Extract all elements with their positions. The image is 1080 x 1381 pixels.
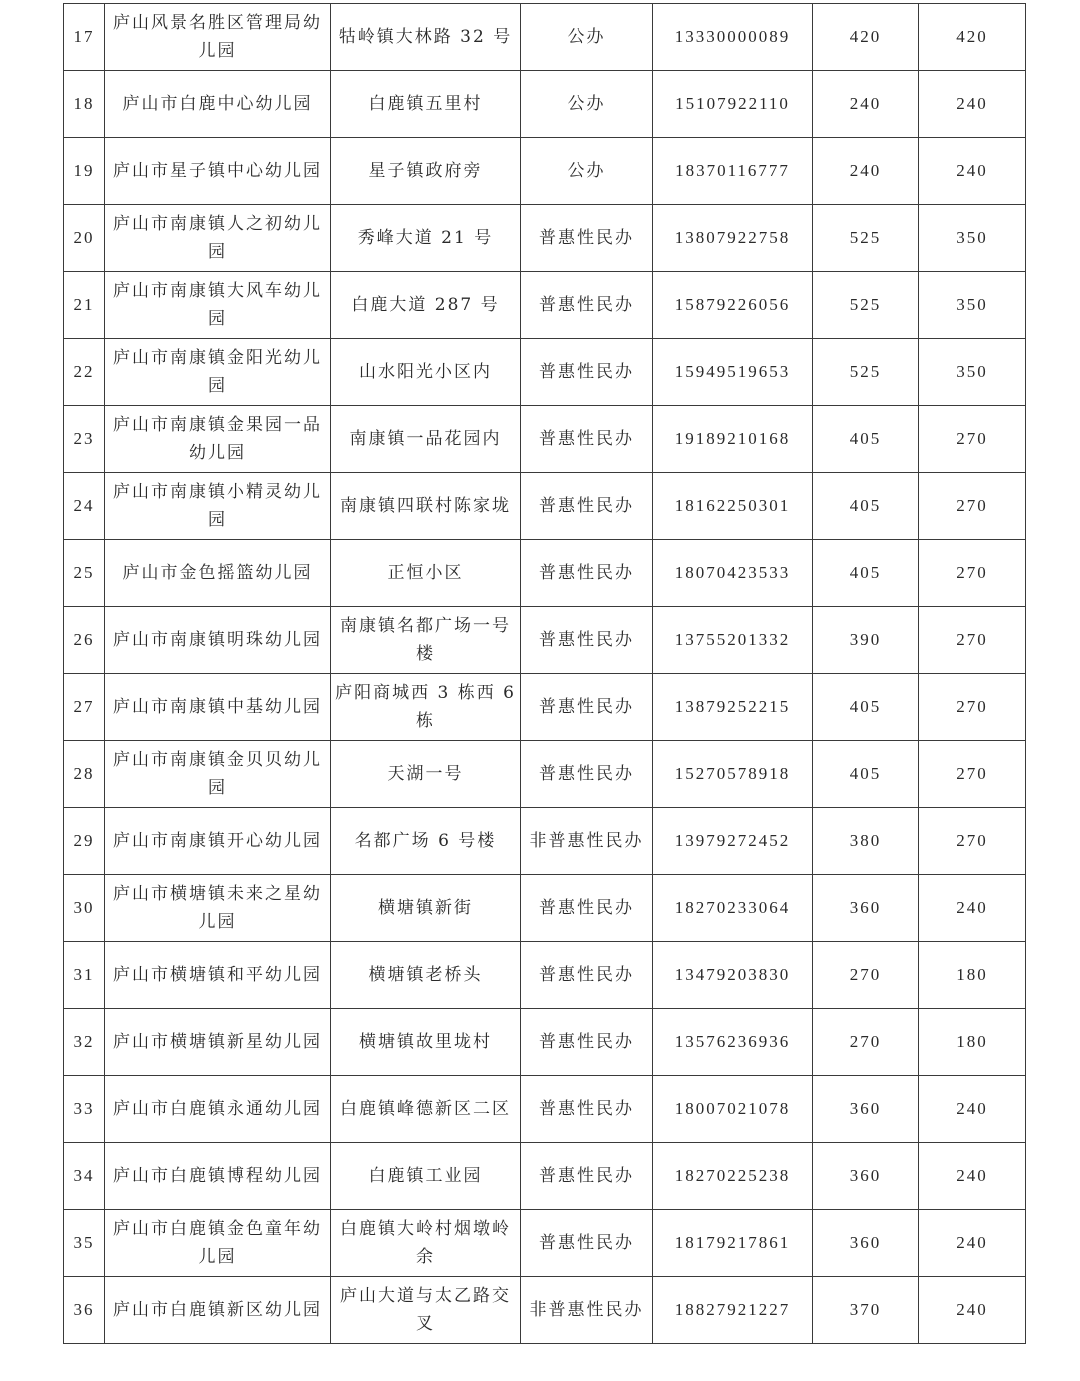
table-row	[64, 4, 1026, 71]
fee-value: 240	[919, 1076, 1026, 1143]
row-number: 35	[64, 1210, 105, 1277]
contact-phone: 13576236936	[653, 1009, 813, 1076]
row-number: 33	[64, 1076, 105, 1143]
kindergarten-name: 庐山市横塘镇未来之星幼儿园	[105, 875, 331, 942]
fee-value: 180	[919, 1009, 1026, 1076]
capacity-value: 360	[813, 875, 919, 942]
contact-phone: 15949519653	[653, 339, 813, 406]
kindergarten-name: 庐山市南康镇大风车幼儿园	[105, 272, 331, 339]
kindergarten-type: 普惠性民办	[521, 607, 653, 674]
capacity-value: 525	[813, 272, 919, 339]
capacity-value: 240	[813, 138, 919, 205]
contact-phone: 18270233064	[653, 875, 813, 942]
kindergarten-type: 非普惠性民办	[521, 808, 653, 875]
capacity-value: 360	[813, 1076, 919, 1143]
contact-phone: 19189210168	[653, 406, 813, 473]
contact-phone: 13807922758	[653, 205, 813, 272]
kindergarten-type: 普惠性民办	[521, 473, 653, 540]
row-number: 21	[64, 272, 105, 339]
table-row	[64, 1009, 1026, 1076]
row-number: 20	[64, 205, 105, 272]
contact-phone: 18007021078	[653, 1076, 813, 1143]
capacity-value: 370	[813, 1277, 919, 1344]
table-row	[64, 1076, 1026, 1143]
table-row	[64, 540, 1026, 607]
fee-value: 420	[919, 4, 1026, 71]
kindergarten-type: 普惠性民办	[521, 406, 653, 473]
row-number: 26	[64, 607, 105, 674]
row-number: 31	[64, 942, 105, 1009]
contact-phone: 15270578918	[653, 741, 813, 808]
table-row	[64, 942, 1026, 1009]
row-number: 32	[64, 1009, 105, 1076]
row-number: 23	[64, 406, 105, 473]
kindergarten-address: 横塘镇新街	[331, 875, 521, 942]
contact-phone: 18827921227	[653, 1277, 813, 1344]
contact-phone: 18162250301	[653, 473, 813, 540]
contact-phone: 13330000089	[653, 4, 813, 71]
kindergarten-type: 普惠性民办	[521, 540, 653, 607]
kindergarten-name: 庐山市南康镇金阳光幼儿园	[105, 339, 331, 406]
row-number: 24	[64, 473, 105, 540]
table-row	[64, 406, 1026, 473]
kindergarten-type: 普惠性民办	[521, 674, 653, 741]
capacity-value: 405	[813, 406, 919, 473]
fee-value: 270	[919, 741, 1026, 808]
kindergarten-address: 白鹿镇五里村	[331, 71, 521, 138]
fee-value: 350	[919, 339, 1026, 406]
capacity-value: 390	[813, 607, 919, 674]
fee-value: 240	[919, 1210, 1026, 1277]
kindergarten-type: 普惠性民办	[521, 875, 653, 942]
kindergarten-address: 秀峰大道 21 号	[331, 205, 521, 272]
kindergarten-address: 庐山大道与太乙路交叉	[331, 1277, 521, 1344]
kindergarten-table	[63, 3, 1026, 1344]
contact-phone: 18270225238	[653, 1143, 813, 1210]
kindergarten-type: 公办	[521, 4, 653, 71]
table-row	[64, 808, 1026, 875]
kindergarten-address: 名都广场 6 号楼	[331, 808, 521, 875]
kindergarten-address: 南康镇名都广场一号楼	[331, 607, 521, 674]
kindergarten-type: 普惠性民办	[521, 741, 653, 808]
row-number: 17	[64, 4, 105, 71]
kindergarten-name: 庐山市南康镇人之初幼儿园	[105, 205, 331, 272]
capacity-value: 405	[813, 473, 919, 540]
kindergarten-name: 庐山市南康镇开心幼儿园	[105, 808, 331, 875]
table-row	[64, 473, 1026, 540]
table-row	[64, 138, 1026, 205]
kindergarten-name: 庐山风景名胜区管理局幼儿园	[105, 4, 331, 71]
kindergarten-type: 公办	[521, 71, 653, 138]
fee-value: 180	[919, 942, 1026, 1009]
kindergarten-name: 庐山市横塘镇和平幼儿园	[105, 942, 331, 1009]
kindergarten-type: 普惠性民办	[521, 339, 653, 406]
contact-phone: 15879226056	[653, 272, 813, 339]
kindergarten-name: 庐山市白鹿中心幼儿园	[105, 71, 331, 138]
kindergarten-address: 正恒小区	[331, 540, 521, 607]
kindergarten-address: 星子镇政府旁	[331, 138, 521, 205]
fee-value: 270	[919, 473, 1026, 540]
row-number: 29	[64, 808, 105, 875]
contact-phone: 13879252215	[653, 674, 813, 741]
table-row	[64, 339, 1026, 406]
fee-value: 240	[919, 138, 1026, 205]
kindergarten-type: 公办	[521, 138, 653, 205]
kindergarten-address: 山水阳光小区内	[331, 339, 521, 406]
kindergarten-type: 普惠性民办	[521, 1076, 653, 1143]
kindergarten-address: 横塘镇故里垅村	[331, 1009, 521, 1076]
row-number: 30	[64, 875, 105, 942]
capacity-value: 405	[813, 741, 919, 808]
capacity-value: 240	[813, 71, 919, 138]
table-row	[64, 607, 1026, 674]
kindergarten-name: 庐山市横塘镇新星幼儿园	[105, 1009, 331, 1076]
capacity-value: 360	[813, 1143, 919, 1210]
kindergarten-name: 庐山市金色摇篮幼儿园	[105, 540, 331, 607]
table-row	[64, 205, 1026, 272]
row-number: 27	[64, 674, 105, 741]
fee-value: 270	[919, 808, 1026, 875]
kindergarten-type: 普惠性民办	[521, 1143, 653, 1210]
capacity-value: 525	[813, 205, 919, 272]
kindergarten-name: 庐山市白鹿镇永通幼儿园	[105, 1076, 331, 1143]
contact-phone: 13755201332	[653, 607, 813, 674]
fee-value: 270	[919, 674, 1026, 741]
contact-phone: 13979272452	[653, 808, 813, 875]
fee-value: 350	[919, 205, 1026, 272]
kindergarten-name: 庐山市南康镇小精灵幼儿园	[105, 473, 331, 540]
kindergarten-address: 牯岭镇大林路 32 号	[331, 4, 521, 71]
row-number: 19	[64, 138, 105, 205]
fee-value: 270	[919, 607, 1026, 674]
contact-phone: 18179217861	[653, 1210, 813, 1277]
kindergarten-address: 南康镇一品花园内	[331, 406, 521, 473]
fee-value: 240	[919, 875, 1026, 942]
table-row	[64, 1277, 1026, 1344]
table-body	[64, 4, 1026, 1344]
kindergarten-address: 白鹿镇峰德新区二区	[331, 1076, 521, 1143]
kindergarten-name: 庐山市南康镇明珠幼儿园	[105, 607, 331, 674]
kindergarten-name: 庐山市南康镇金贝贝幼儿园	[105, 741, 331, 808]
kindergarten-name: 庐山市白鹿镇博程幼儿园	[105, 1143, 331, 1210]
kindergarten-name: 庐山市南康镇中基幼儿园	[105, 674, 331, 741]
kindergarten-address: 白鹿大道 287 号	[331, 272, 521, 339]
fee-value: 240	[919, 71, 1026, 138]
contact-phone: 18070423533	[653, 540, 813, 607]
kindergarten-type: 非普惠性民办	[521, 1277, 653, 1344]
kindergarten-name: 庐山市南康镇金果园一品幼儿园	[105, 406, 331, 473]
table-row	[64, 741, 1026, 808]
kindergarten-name: 庐山市白鹿镇金色童年幼儿园	[105, 1210, 331, 1277]
kindergarten-address: 南康镇四联村陈家垅	[331, 473, 521, 540]
row-number: 25	[64, 540, 105, 607]
table-row	[64, 875, 1026, 942]
capacity-value: 270	[813, 1009, 919, 1076]
kindergarten-address: 横塘镇老桥头	[331, 942, 521, 1009]
kindergarten-type: 普惠性民办	[521, 1009, 653, 1076]
kindergarten-address: 白鹿镇工业园	[331, 1143, 521, 1210]
fee-value: 270	[919, 540, 1026, 607]
kindergarten-type: 普惠性民办	[521, 205, 653, 272]
contact-phone: 18370116777	[653, 138, 813, 205]
capacity-value: 270	[813, 942, 919, 1009]
kindergarten-name: 庐山市星子镇中心幼儿园	[105, 138, 331, 205]
row-number: 22	[64, 339, 105, 406]
fee-value: 270	[919, 406, 1026, 473]
row-number: 36	[64, 1277, 105, 1344]
contact-phone: 13479203830	[653, 942, 813, 1009]
row-number: 34	[64, 1143, 105, 1210]
kindergarten-type: 普惠性民办	[521, 1210, 653, 1277]
table-row	[64, 1143, 1026, 1210]
kindergarten-address: 天湖一号	[331, 741, 521, 808]
kindergarten-name: 庐山市白鹿镇新区幼儿园	[105, 1277, 331, 1344]
capacity-value: 380	[813, 808, 919, 875]
fee-value: 350	[919, 272, 1026, 339]
capacity-value: 405	[813, 540, 919, 607]
kindergarten-address: 白鹿镇大岭村烟墩岭余	[331, 1210, 521, 1277]
capacity-value: 420	[813, 4, 919, 71]
row-number: 28	[64, 741, 105, 808]
capacity-value: 405	[813, 674, 919, 741]
table-row	[64, 272, 1026, 339]
table-row	[64, 71, 1026, 138]
kindergarten-address: 庐阳商城西 3 栋西 6 栋	[331, 674, 521, 741]
kindergarten-type: 普惠性民办	[521, 272, 653, 339]
table-row	[64, 674, 1026, 741]
capacity-value: 525	[813, 339, 919, 406]
fee-value: 240	[919, 1277, 1026, 1344]
fee-value: 240	[919, 1143, 1026, 1210]
capacity-value: 360	[813, 1210, 919, 1277]
contact-phone: 15107922110	[653, 71, 813, 138]
table-row	[64, 1210, 1026, 1277]
kindergarten-type: 普惠性民办	[521, 942, 653, 1009]
row-number: 18	[64, 71, 105, 138]
